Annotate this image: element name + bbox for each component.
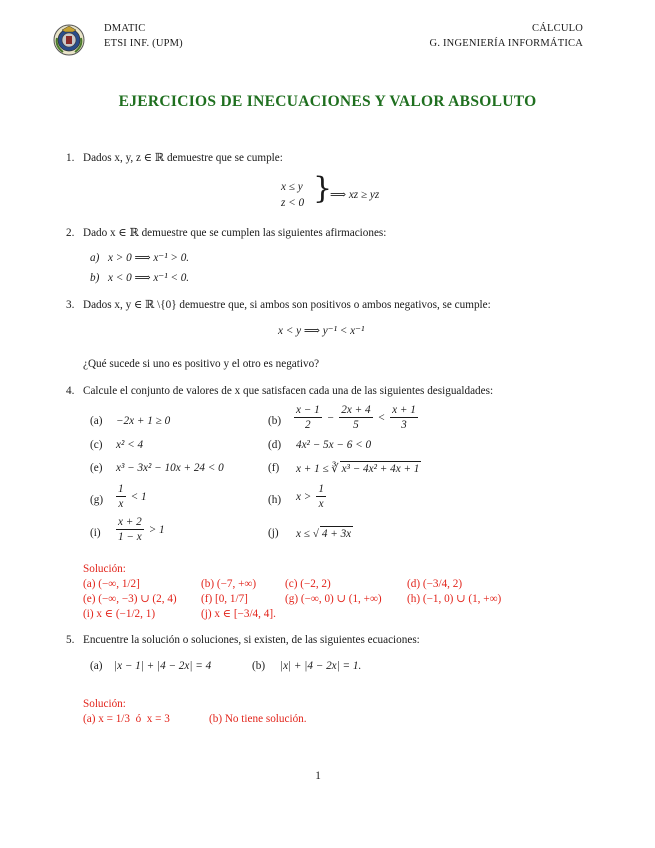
exercise-3-formula: x < y ⟹ y⁻¹ < x⁻¹ [278,325,365,337]
exercise-4f-label: (f) [268,462,280,474]
page-title: EJERCICIOS DE INECUACIONES Y VALOR ABSOLUTO [118,93,537,110]
exercise-2b-label: b) [90,272,100,284]
exercise-1-line2: z < 0 [281,197,305,209]
solution-5a: (a) x = 1/3 ó x = 3 [83,713,170,725]
exercise-3-number: 3. [66,299,75,311]
solution-4b: (b) (−7, +∞) [201,578,257,590]
department-name: DMATIC [104,23,146,34]
fraction: $\frac{x + 2}{1 - x}$ [118,516,142,543]
solution-4i: (i) x ∈ (−1/2, 1) [83,608,156,620]
exercise-4g-label: (g) [90,494,104,506]
exercise-4j-label: (j) [268,527,279,539]
exercise-2-number: 2. [66,227,75,239]
exercise-5b-label: (b) [252,660,266,672]
solution-5-heading: Solución: [83,698,126,710]
solution-4d: (d) (−3/4, 2) [407,578,463,590]
solution-4-heading: Solución: [83,563,126,575]
solution-4g: (g) (−∞, 0) ∪ (1, +∞) [285,593,382,605]
exercise-2b-expr: x < 0 ⟹ x⁻¹ < 0. [108,272,190,284]
solution-4h: (h) (−1, 0) ∪ (1, +∞) [407,593,502,605]
exercise-4c-label: (c) [90,439,103,451]
fraction: $\frac{1}{x}$ [118,483,124,510]
exercise-4h-label: (h) [268,494,282,506]
fraction: $\frac{1}{x}$ [318,483,324,510]
exercise-5-statement: Encuentre la solución o soluciones, si existen, de las siguientes ecuaciones: [83,634,420,646]
exercise-4i-label: (i) [90,527,101,539]
school-name: ETSI INF. (UPM) [104,38,183,49]
exercise-4j-expr: x ≤ √ 4 + 3x [296,528,352,540]
exercise-5-number: 5. [66,634,75,646]
exercise-1-line1: x ≤ y [281,181,303,193]
exercise-4b-label: (b) [268,415,282,427]
solution-4a: (a) (−∞, 1/2] [83,578,140,590]
exercise-5a-label: (a) [90,660,103,672]
exercise-2-statement: Dado x ∈ ℝ demuestre que se cumplen las siguientes afirmaciones: [83,227,387,239]
exercise-4e-label: (e) [90,462,103,474]
exercise-2a-expr: x > 0 ⟹ x⁻¹ > 0. [108,252,190,264]
exercise-4i-expr: $\frac{x + 2}{1 - x}$ > 1 [118,516,165,543]
header-left [104,21,183,51]
header-right [430,21,583,51]
exercise-4g-expr: $\frac{1}{x}$ < 1 [118,483,147,510]
solution-4j: (j) x ∈ [−3/4, 4]. [201,608,276,620]
exercise-4f-expr: x + 1 ≤ ∛ x³ − 4x² + 4x + 1 [296,463,420,475]
exercise-4a-label: (a) [90,415,103,427]
exercise-4a-expr: −2x + 1 ≥ 0 [116,415,171,427]
exercise-4-number: 4. [66,385,75,397]
solution-4c: (c) (−2, 2) [285,578,331,590]
upm-seal-icon [53,24,85,56]
exercise-1-statement: Dados x, y, z ∈ ℝ demuestre que se cumple: [83,152,283,164]
exercise-3-question: ¿Qué sucede si uno es positivo y el otro es negativo? [83,358,320,370]
exercise-4h-expr: x > $\frac{1}{x}$ [296,483,324,510]
exercise-5a-expr: |x − 1| + |4 − 2x| = 4 [114,660,212,672]
fraction: $\frac{x + 1}{3}$ [392,404,416,431]
fraction: $\frac{x - 1}{2}$ [296,404,320,431]
exercise-1-brace: } [313,171,333,206]
exercise-1-result: ⟹ xz ≥ yz [330,189,380,201]
exercise-4c-expr: x² < 4 [116,439,144,451]
solution-4f: (f) [0, 1/7] [201,593,248,605]
page-number: 1 [315,770,321,782]
solution-4e: (e) (−∞, −3) ∪ (2, 4) [83,593,177,605]
solution-5b: (b) No tiene solución. [209,713,307,725]
exercise-4e-expr: x³ − 3x² − 10x + 24 < 0 [116,462,224,474]
exercise-4b-expr: $\frac{x - 1}{2}$ − $\frac{2x + 4}{5}$ < $\frac{x + 1}{3}$ [296,404,416,431]
exercise-2a-label: a) [90,252,100,264]
exercise-4d-expr: 4x² − 5x − 6 < 0 [296,439,372,451]
degree-name: G. INGENIERÍA INFORMÁTICA [429,38,583,49]
course-name: CÁLCULO [532,23,583,34]
exercise-3-statement: Dados x, y ∈ ℝ \{0} demuestre que, si ambos son positivos o ambos negativos, se cumple: [83,299,491,311]
exercise-5b-expr: |x| + |4 − 2x| = 1. [280,660,362,672]
exercise-4d-label: (d) [268,439,282,451]
exercise-4-statement: Calcule el conjunto de valores de x que satisfacen cada una de las siguientes desigualdades: [83,385,494,397]
exercise-1-number: 1. [66,152,75,164]
fraction: $\frac{2x + 4}{5}$ [341,404,371,431]
